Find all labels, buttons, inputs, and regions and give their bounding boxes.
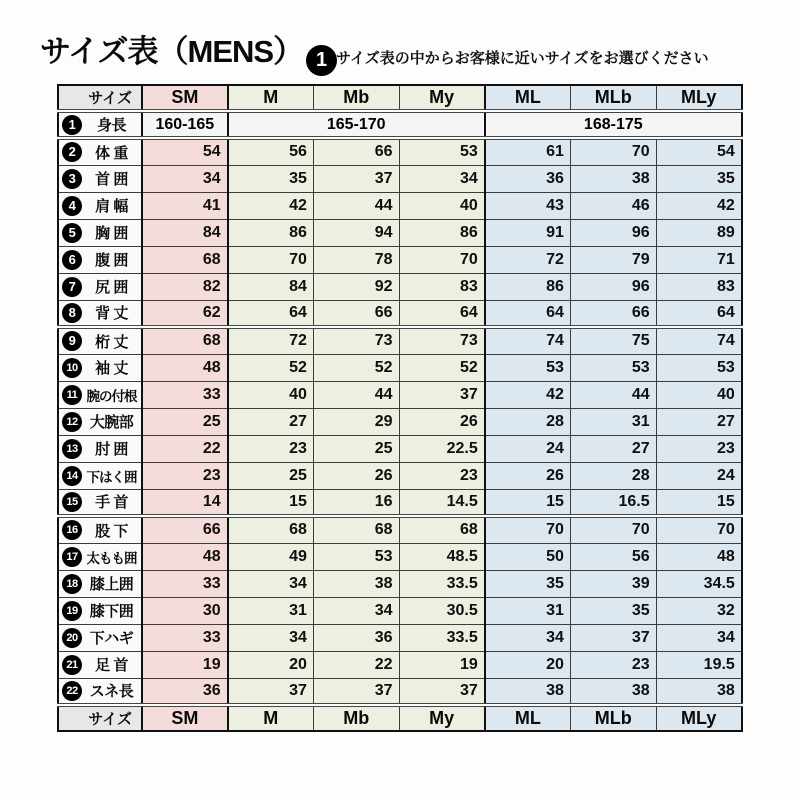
value-cell-Mb: 44 <box>313 192 399 219</box>
value-cell-SM: 33 <box>142 624 228 651</box>
value-cell-Mb: 73 <box>313 327 399 354</box>
value-cell-SM: 82 <box>142 273 228 300</box>
row-label: 肘 囲 <box>95 441 128 458</box>
row-number-badge: 9 <box>62 331 82 351</box>
value-cell-MLb: 66 <box>570 300 656 327</box>
value-cell-My: 53 <box>399 138 485 165</box>
height-value-sm: 160-165 <box>142 111 228 138</box>
value-cell-My: 68 <box>399 516 485 543</box>
value-cell-M: 27 <box>228 408 314 435</box>
value-cell-My: 33.5 <box>399 570 485 597</box>
size-header-MLb: MLb <box>570 705 656 731</box>
row-label: 腹 囲 <box>95 252 128 269</box>
value-cell-SM: 62 <box>142 300 228 327</box>
measurement-row-height <box>58 111 742 138</box>
row-label-cell <box>58 381 142 408</box>
size-header-Mb: Mb <box>313 85 399 111</box>
row-label-cell <box>58 354 142 381</box>
value-cell-M: 35 <box>228 165 314 192</box>
size-header-SM: SM <box>142 705 228 731</box>
row-label: 股 下 <box>95 522 128 540</box>
value-cell-My: 86 <box>399 219 485 246</box>
size-header-top <box>58 85 742 111</box>
corner-size-label-bottom: サイズ <box>58 705 142 731</box>
row-number-badge: 22 <box>62 681 82 701</box>
value-cell-My: 14.5 <box>399 489 485 516</box>
value-cell-Mb: 29 <box>313 408 399 435</box>
measurement-row-6 <box>58 246 742 273</box>
row-label: スネ長 <box>89 683 134 701</box>
page-subtitle: サイズ表の中からお客様に近いサイズをお選びください <box>336 50 709 67</box>
measurement-row-17 <box>58 543 742 570</box>
row-label-cell <box>58 678 142 705</box>
value-cell-MLy: 70 <box>656 516 742 543</box>
value-cell-MLb: 31 <box>570 408 656 435</box>
row-label-cell <box>58 489 142 516</box>
value-cell-My: 26 <box>399 408 485 435</box>
value-cell-ML: 38 <box>485 678 571 705</box>
row-label: 下はく囲 <box>86 469 137 485</box>
value-cell-SM: 54 <box>142 138 228 165</box>
row-label-cell <box>58 273 142 300</box>
value-cell-My: 64 <box>399 300 485 327</box>
value-cell-M: 70 <box>228 246 314 273</box>
value-cell-MLb: 96 <box>570 219 656 246</box>
value-cell-SM: 68 <box>142 327 228 354</box>
size-table <box>57 84 743 732</box>
height-value-m-group: 165-170 <box>228 111 485 138</box>
value-cell-MLy: 42 <box>656 192 742 219</box>
row-label: 体 重 <box>95 144 128 162</box>
value-cell-SM: 41 <box>142 192 228 219</box>
value-cell-MLb: 46 <box>570 192 656 219</box>
value-cell-MLb: 56 <box>570 543 656 570</box>
value-cell-Mb: 66 <box>313 300 399 327</box>
row-label: 尻 囲 <box>95 279 128 296</box>
value-cell-MLy: 83 <box>656 273 742 300</box>
size-header-row-top <box>58 85 742 111</box>
value-cell-ML: 34 <box>485 624 571 651</box>
measurement-row-8 <box>58 300 742 327</box>
value-cell-SM: 68 <box>142 246 228 273</box>
page-title-text: サイズ表（MENS） <box>40 34 304 69</box>
row-number-badge: 4 <box>62 196 82 216</box>
size-header-My: My <box>399 85 485 111</box>
value-cell-My: 83 <box>399 273 485 300</box>
measurement-row-10 <box>58 354 742 381</box>
corner-size-label-top: サイズ <box>58 85 142 111</box>
value-cell-MLb: 53 <box>570 354 656 381</box>
measurement-row-4 <box>58 192 742 219</box>
value-cell-MLy: 23 <box>656 435 742 462</box>
size-header-MLb: MLb <box>570 85 656 111</box>
row-label: 肩 幅 <box>95 198 128 215</box>
row-number-badge: 13 <box>62 439 82 459</box>
row-label: 桁 丈 <box>95 333 128 351</box>
row-label-cell <box>58 462 142 489</box>
measurement-row-14 <box>58 462 742 489</box>
row-label: 身長 <box>96 117 126 134</box>
value-cell-ML: 31 <box>485 597 571 624</box>
value-cell-My: 34 <box>399 165 485 192</box>
value-cell-My: 40 <box>399 192 485 219</box>
size-header-MLy: MLy <box>656 85 742 111</box>
size-header-ML: ML <box>485 705 571 731</box>
value-cell-M: 42 <box>228 192 314 219</box>
value-cell-ML: 72 <box>485 246 571 273</box>
row-label: 腕の付根 <box>86 388 137 404</box>
measurement-row-5 <box>58 219 742 246</box>
value-cell-Mb: 37 <box>313 165 399 192</box>
value-cell-MLy: 74 <box>656 327 742 354</box>
measurement-row-19 <box>58 597 742 624</box>
value-cell-M: 34 <box>228 624 314 651</box>
value-cell-MLy: 15 <box>656 489 742 516</box>
value-cell-ML: 50 <box>485 543 571 570</box>
value-cell-MLy: 35 <box>656 165 742 192</box>
value-cell-ML: 36 <box>485 165 571 192</box>
size-header-Mb: Mb <box>313 705 399 731</box>
row-number-badge: 20 <box>62 628 82 648</box>
value-cell-M: 64 <box>228 300 314 327</box>
value-cell-SM: 25 <box>142 408 228 435</box>
row-label-cell <box>58 408 142 435</box>
row-label: 膝下囲 <box>89 603 134 620</box>
row-label: 背 丈 <box>95 305 128 323</box>
measurement-row-2 <box>58 138 742 165</box>
row-label-cell <box>58 165 142 192</box>
value-cell-MLy: 34.5 <box>656 570 742 597</box>
value-cell-MLb: 38 <box>570 165 656 192</box>
row-number-badge: 3 <box>62 169 82 189</box>
value-cell-My: 19 <box>399 651 485 678</box>
value-cell-M: 15 <box>228 489 314 516</box>
row-number-badge: 16 <box>62 520 82 540</box>
value-cell-My: 37 <box>399 381 485 408</box>
value-cell-My: 30.5 <box>399 597 485 624</box>
value-cell-SM: 48 <box>142 354 228 381</box>
row-label-cell <box>58 543 142 570</box>
value-cell-ML: 28 <box>485 408 571 435</box>
value-cell-SM: 34 <box>142 165 228 192</box>
row-number-badge: 7 <box>62 277 82 297</box>
row-number-badge: 12 <box>62 412 82 432</box>
row-label-cell <box>58 624 142 651</box>
row-label-cell <box>58 435 142 462</box>
value-cell-MLb: 79 <box>570 246 656 273</box>
value-cell-MLb: 39 <box>570 570 656 597</box>
measurement-row-12 <box>58 408 742 435</box>
row-number-badge: 11 <box>62 385 82 405</box>
row-label-cell <box>58 597 142 624</box>
value-cell-MLb: 75 <box>570 327 656 354</box>
row-number-badge: 8 <box>62 303 82 323</box>
value-cell-ML: 15 <box>485 489 571 516</box>
value-cell-SM: 33 <box>142 381 228 408</box>
row-label-cell <box>58 570 142 597</box>
size-header-bottom <box>58 705 742 731</box>
circled-number-1-icon: 1 <box>306 45 337 76</box>
value-cell-MLb: 70 <box>570 516 656 543</box>
value-cell-Mb: 34 <box>313 597 399 624</box>
size-header-My: My <box>399 705 485 731</box>
value-cell-Mb: 94 <box>313 219 399 246</box>
value-cell-SM: 22 <box>142 435 228 462</box>
value-cell-MLy: 71 <box>656 246 742 273</box>
value-cell-M: 34 <box>228 570 314 597</box>
row-label: 胸 囲 <box>95 225 128 242</box>
value-cell-Mb: 53 <box>313 543 399 570</box>
row-label-cell <box>58 219 142 246</box>
value-cell-MLy: 48 <box>656 543 742 570</box>
row-label: 袖 丈 <box>95 360 128 377</box>
row-label-cell <box>58 327 142 354</box>
value-cell-MLb: 28 <box>570 462 656 489</box>
value-cell-Mb: 25 <box>313 435 399 462</box>
value-cell-M: 68 <box>228 516 314 543</box>
size-header-M: M <box>228 85 314 111</box>
value-cell-MLb: 35 <box>570 597 656 624</box>
value-cell-M: 23 <box>228 435 314 462</box>
size-header-row-bottom <box>58 705 742 731</box>
value-cell-MLy: 38 <box>656 678 742 705</box>
size-header-MLy: MLy <box>656 705 742 731</box>
row-number-badge: 6 <box>62 250 82 270</box>
measurement-row-16 <box>58 516 742 543</box>
value-cell-Mb: 16 <box>313 489 399 516</box>
row-number-badge: 10 <box>62 358 82 378</box>
value-cell-ML: 42 <box>485 381 571 408</box>
value-cell-MLb: 23 <box>570 651 656 678</box>
value-cell-SM: 84 <box>142 219 228 246</box>
row-label-cell <box>58 246 142 273</box>
row-number-badge: 5 <box>62 223 82 243</box>
value-cell-MLb: 27 <box>570 435 656 462</box>
value-cell-My: 48.5 <box>399 543 485 570</box>
row-number-badge: 17 <box>62 547 82 567</box>
row-number-badge: 15 <box>62 492 82 512</box>
value-cell-Mb: 66 <box>313 138 399 165</box>
value-cell-MLy: 34 <box>656 624 742 651</box>
value-cell-ML: 64 <box>485 300 571 327</box>
value-cell-MLy: 27 <box>656 408 742 435</box>
value-cell-My: 70 <box>399 246 485 273</box>
value-cell-My: 33.5 <box>399 624 485 651</box>
value-cell-My: 22.5 <box>399 435 485 462</box>
value-cell-MLy: 32 <box>656 597 742 624</box>
value-cell-MLb: 96 <box>570 273 656 300</box>
row-number-badge: 14 <box>62 466 82 486</box>
page-title <box>40 26 337 76</box>
value-cell-SM: 14 <box>142 489 228 516</box>
row-label: 太もも囲 <box>86 550 137 566</box>
value-cell-Mb: 26 <box>313 462 399 489</box>
value-cell-MLy: 53 <box>656 354 742 381</box>
value-cell-ML: 61 <box>485 138 571 165</box>
value-cell-Mb: 38 <box>313 570 399 597</box>
value-cell-MLy: 19.5 <box>656 651 742 678</box>
measurement-rows <box>58 111 742 705</box>
value-cell-ML: 70 <box>485 516 571 543</box>
value-cell-MLb: 37 <box>570 624 656 651</box>
measurement-row-7 <box>58 273 742 300</box>
measurement-row-11 <box>58 381 742 408</box>
value-cell-ML: 20 <box>485 651 571 678</box>
row-label-cell <box>58 300 142 327</box>
size-header-SM: SM <box>142 85 228 111</box>
row-number-badge: 2 <box>62 142 82 162</box>
value-cell-MLb: 38 <box>570 678 656 705</box>
measurement-row-18 <box>58 570 742 597</box>
value-cell-MLy: 24 <box>656 462 742 489</box>
value-cell-ML: 35 <box>485 570 571 597</box>
value-cell-ML: 86 <box>485 273 571 300</box>
value-cell-SM: 66 <box>142 516 228 543</box>
value-cell-MLb: 16.5 <box>570 489 656 516</box>
value-cell-Mb: 52 <box>313 354 399 381</box>
value-cell-MLy: 64 <box>656 300 742 327</box>
value-cell-MLy: 40 <box>656 381 742 408</box>
value-cell-M: 72 <box>228 327 314 354</box>
value-cell-Mb: 36 <box>313 624 399 651</box>
value-cell-M: 86 <box>228 219 314 246</box>
measurement-row-15 <box>58 489 742 516</box>
value-cell-SM: 33 <box>142 570 228 597</box>
row-label: 首 囲 <box>95 171 128 188</box>
row-number-badge: 1 <box>62 115 82 135</box>
value-cell-ML: 24 <box>485 435 571 462</box>
value-cell-M: 40 <box>228 381 314 408</box>
row-label-cell <box>58 192 142 219</box>
value-cell-Mb: 44 <box>313 381 399 408</box>
value-cell-M: 56 <box>228 138 314 165</box>
value-cell-My: 37 <box>399 678 485 705</box>
row-label: 膝上囲 <box>89 576 134 593</box>
row-number-badge: 18 <box>62 574 82 594</box>
measurement-row-21 <box>58 651 742 678</box>
row-label-cell <box>58 651 142 678</box>
height-value-ml-group: 168-175 <box>485 111 742 138</box>
size-header-ML: ML <box>485 85 571 111</box>
measurement-row-20 <box>58 624 742 651</box>
value-cell-My: 52 <box>399 354 485 381</box>
measurement-row-22 <box>58 678 742 705</box>
value-cell-SM: 48 <box>142 543 228 570</box>
value-cell-ML: 91 <box>485 219 571 246</box>
value-cell-ML: 53 <box>485 354 571 381</box>
value-cell-Mb: 92 <box>313 273 399 300</box>
value-cell-M: 20 <box>228 651 314 678</box>
value-cell-My: 73 <box>399 327 485 354</box>
row-number-badge: 19 <box>62 601 82 621</box>
value-cell-MLb: 70 <box>570 138 656 165</box>
value-cell-SM: 36 <box>142 678 228 705</box>
value-cell-My: 23 <box>399 462 485 489</box>
value-cell-M: 31 <box>228 597 314 624</box>
value-cell-M: 25 <box>228 462 314 489</box>
value-cell-ML: 43 <box>485 192 571 219</box>
size-header-M: M <box>228 705 314 731</box>
value-cell-Mb: 68 <box>313 516 399 543</box>
value-cell-M: 37 <box>228 678 314 705</box>
value-cell-SM: 19 <box>142 651 228 678</box>
value-cell-M: 49 <box>228 543 314 570</box>
measurement-row-13 <box>58 435 742 462</box>
row-label: 下ハギ <box>89 630 134 647</box>
value-cell-SM: 30 <box>142 597 228 624</box>
measurement-row-3 <box>58 165 742 192</box>
row-label: 手 首 <box>95 494 128 512</box>
row-label-cell <box>58 138 142 165</box>
value-cell-M: 52 <box>228 354 314 381</box>
value-cell-SM: 23 <box>142 462 228 489</box>
measurement-row-9 <box>58 327 742 354</box>
value-cell-MLy: 89 <box>656 219 742 246</box>
row-label-cell <box>58 111 142 138</box>
row-label: 足 首 <box>95 657 128 674</box>
value-cell-Mb: 22 <box>313 651 399 678</box>
value-cell-Mb: 37 <box>313 678 399 705</box>
value-cell-ML: 74 <box>485 327 571 354</box>
row-label-cell <box>58 516 142 543</box>
value-cell-MLy: 54 <box>656 138 742 165</box>
row-number-badge: 21 <box>62 655 82 675</box>
value-cell-Mb: 78 <box>313 246 399 273</box>
row-label: 大腕部 <box>89 414 134 431</box>
value-cell-ML: 26 <box>485 462 571 489</box>
value-cell-MLb: 44 <box>570 381 656 408</box>
value-cell-M: 84 <box>228 273 314 300</box>
